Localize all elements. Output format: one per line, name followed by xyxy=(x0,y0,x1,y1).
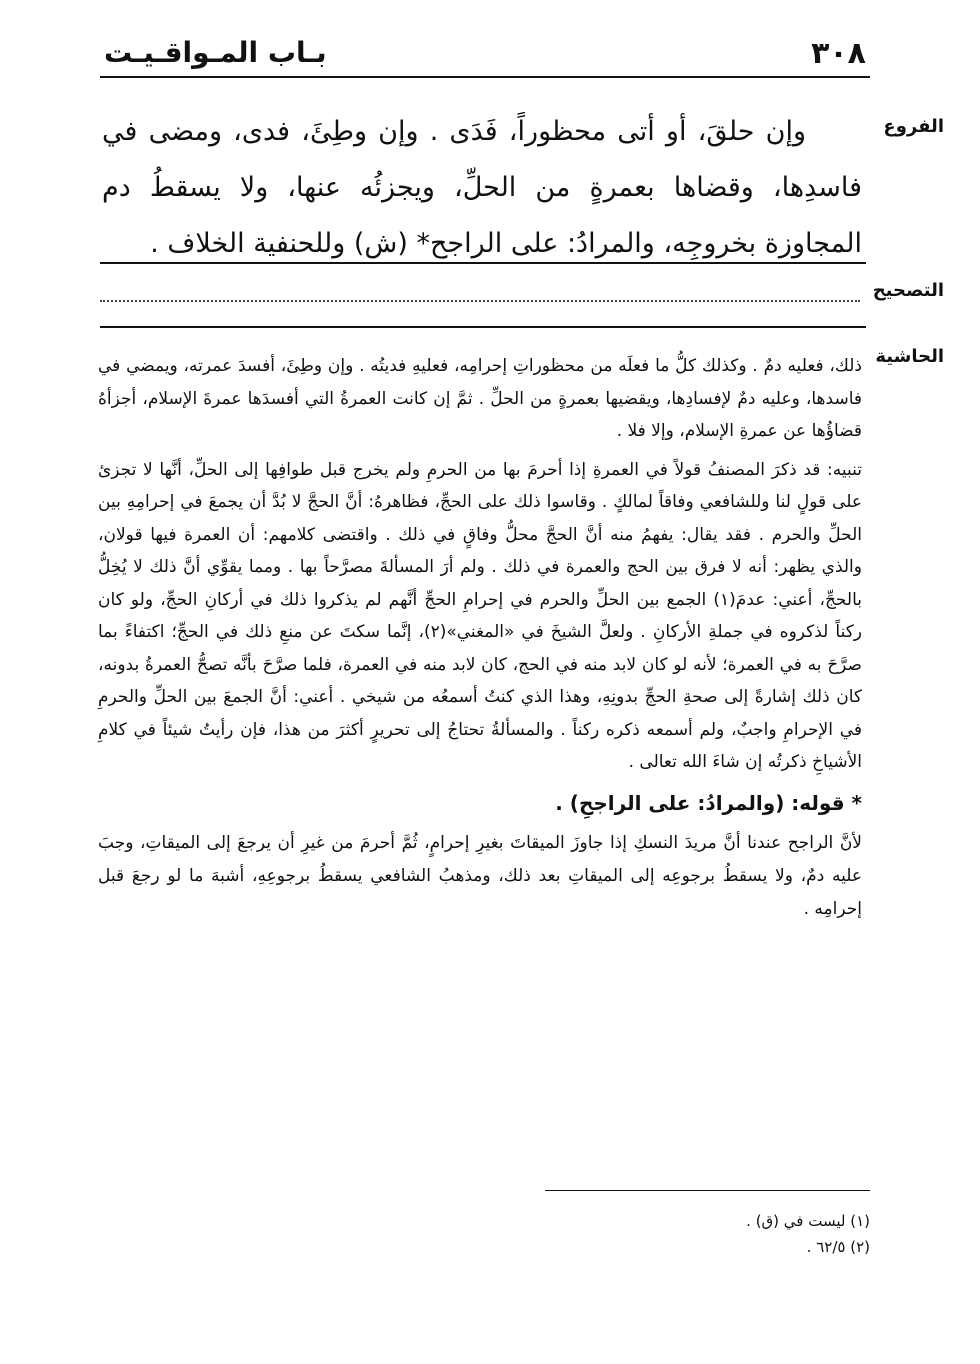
footnote-rule xyxy=(545,1190,870,1191)
commentary-paragraph-1: ذلك، فعليه دمٌ . وكذلك كلُّ ما فعلَه من محظوراتِ إحرامِه، فعليهِ فديتُه . وإن وطِئَ، أفسدَ عمرته، ويمضي في فاسدها، وعليه دمٌ لإفسادِها، ويقضيها بعمرةٍ من الحلِّ . ثمَّ إن كانت العمرةُ التي أفسدَها عمرةَ الإسلام، أجزأهُ قضاؤُها عن عمرةِ الإسلام، وإلا فلا . xyxy=(98,356,862,441)
section-divider xyxy=(100,262,866,264)
section-divider xyxy=(100,326,866,328)
page-number: ٣٠٨ xyxy=(811,36,866,71)
note-text: لأنَّ الراجح عندنا أنَّ مريدَ النسكِ إذا جاوزَ الميقاتَ بغيرِ إحرامٍ، ثُمَّ أحرمَ من غيرِ أن يرجعَ إلى الميقاتِ، وجبَ عليه دمٌ، ولا يسقطُ برجوعِه إلى الميقاتِ بعد ذلك، ومذهبُ الشافعي يسقطُ برجوعِهِ، أشبهَ ما لو رجعَ قبل إحرامِه . xyxy=(98,832,862,919)
label-hashiya: الحاشية xyxy=(875,346,944,367)
label-tashih: التصحيح xyxy=(872,280,944,301)
main-paragraph: وإن حلقَ، أو أتى محظوراً، فَدَى . وإن وطِئَ، فدى، ومضى في فاسدِها، وقضاها بعمرةٍ من الحلِّ، ويجزئُه عنها، ولا يسقطُ دم المجاوزة بخروجِه، والمرادُ: على الراجح* (ش) وللحنفية الخلاف . xyxy=(102,116,862,259)
footnote-1: (١) ليست في (ق) . xyxy=(746,1212,870,1230)
main-text xyxy=(102,104,862,272)
page-header xyxy=(100,30,870,78)
commentary-paragraph-2: تنبيه: قد ذكرَ المصنفُ قولاً في العمرةِ إذا أحرمَ بها من الحرمِ ولم يخرج قبل طوافِها إلى الحلِّ، أنَّها لا تجزئ على قولٍ لنا وللشافعي وفاقاً لمالكٍ . وقاسوا ذلك على الحجِّ، فظاهرهُ: أنَّ الحجَّ لا بُدَّ أن يجمعَ في إحرامِهِ بين الحلِّ والحرم . فقد يقال: يفهمُ منه أنَّ الحجَّ محلُّ وفاقٍ في ذلك . واقتضى كلامهم: أن العمرة فيها قولان، والذي يظهر: أنه لا فرق بين الحج والعمرة في ذلك . ولم أرَ المسألةَ مصرَّحاً بها . ومما يقوِّي أنَّ ذلك لا يُخِلُّ بالحجِّ، أعني: عدمَ(١) الجمع بين الحلِّ والحرم في إحرامِ الحجِّ أنَّهم لم يذكروا ذلك في أركانِ الحجِّ، ولو كان ركناً لذكروه في جملةِ الأركانِ . ولعلَّ الشيخَ في «المغني»(٢)، إنَّما سكتَ عن منعِ ذلك في الحجِّ؛ اكتفاءً بما صرَّحَ به في العمرة؛ لأنه لو كان لابد منه في الحج، كان لابد منه في العمرة، فلما صرَّحَ بأنَّه تصحُّ العمرةُ بدونه، كان ذلك إشارةً إلى صحةِ الحجِّ بدونِهِ، وهذا الذي كنتُ أسمعُه من شيخي . أعني: أنَّ الجمعَ بين الحلِّ والحرمِ في الإحرامِ واجبٌ، ولم أسمعه ذكره ركناً . والمسألةُ تحتاجُ إلى تحريرٍ أكثرَ من هذا، فإن رأيتُ شيئاً في كلامِ الأشياخِ ذكرتُه إن شاءَ الله تعالى . xyxy=(98,459,862,772)
footnotes xyxy=(370,1208,870,1260)
tashih-dotted-line xyxy=(100,286,860,302)
footnote-2: (٢) ٦٢/٥ . xyxy=(806,1238,870,1256)
note-heading: * قوله: (والمرادُ: على الراجحِ) . xyxy=(555,790,862,815)
label-furu: الفروع xyxy=(883,116,944,137)
chapter-title: بـاب المـواقـيـت xyxy=(104,36,327,69)
commentary xyxy=(98,350,862,926)
